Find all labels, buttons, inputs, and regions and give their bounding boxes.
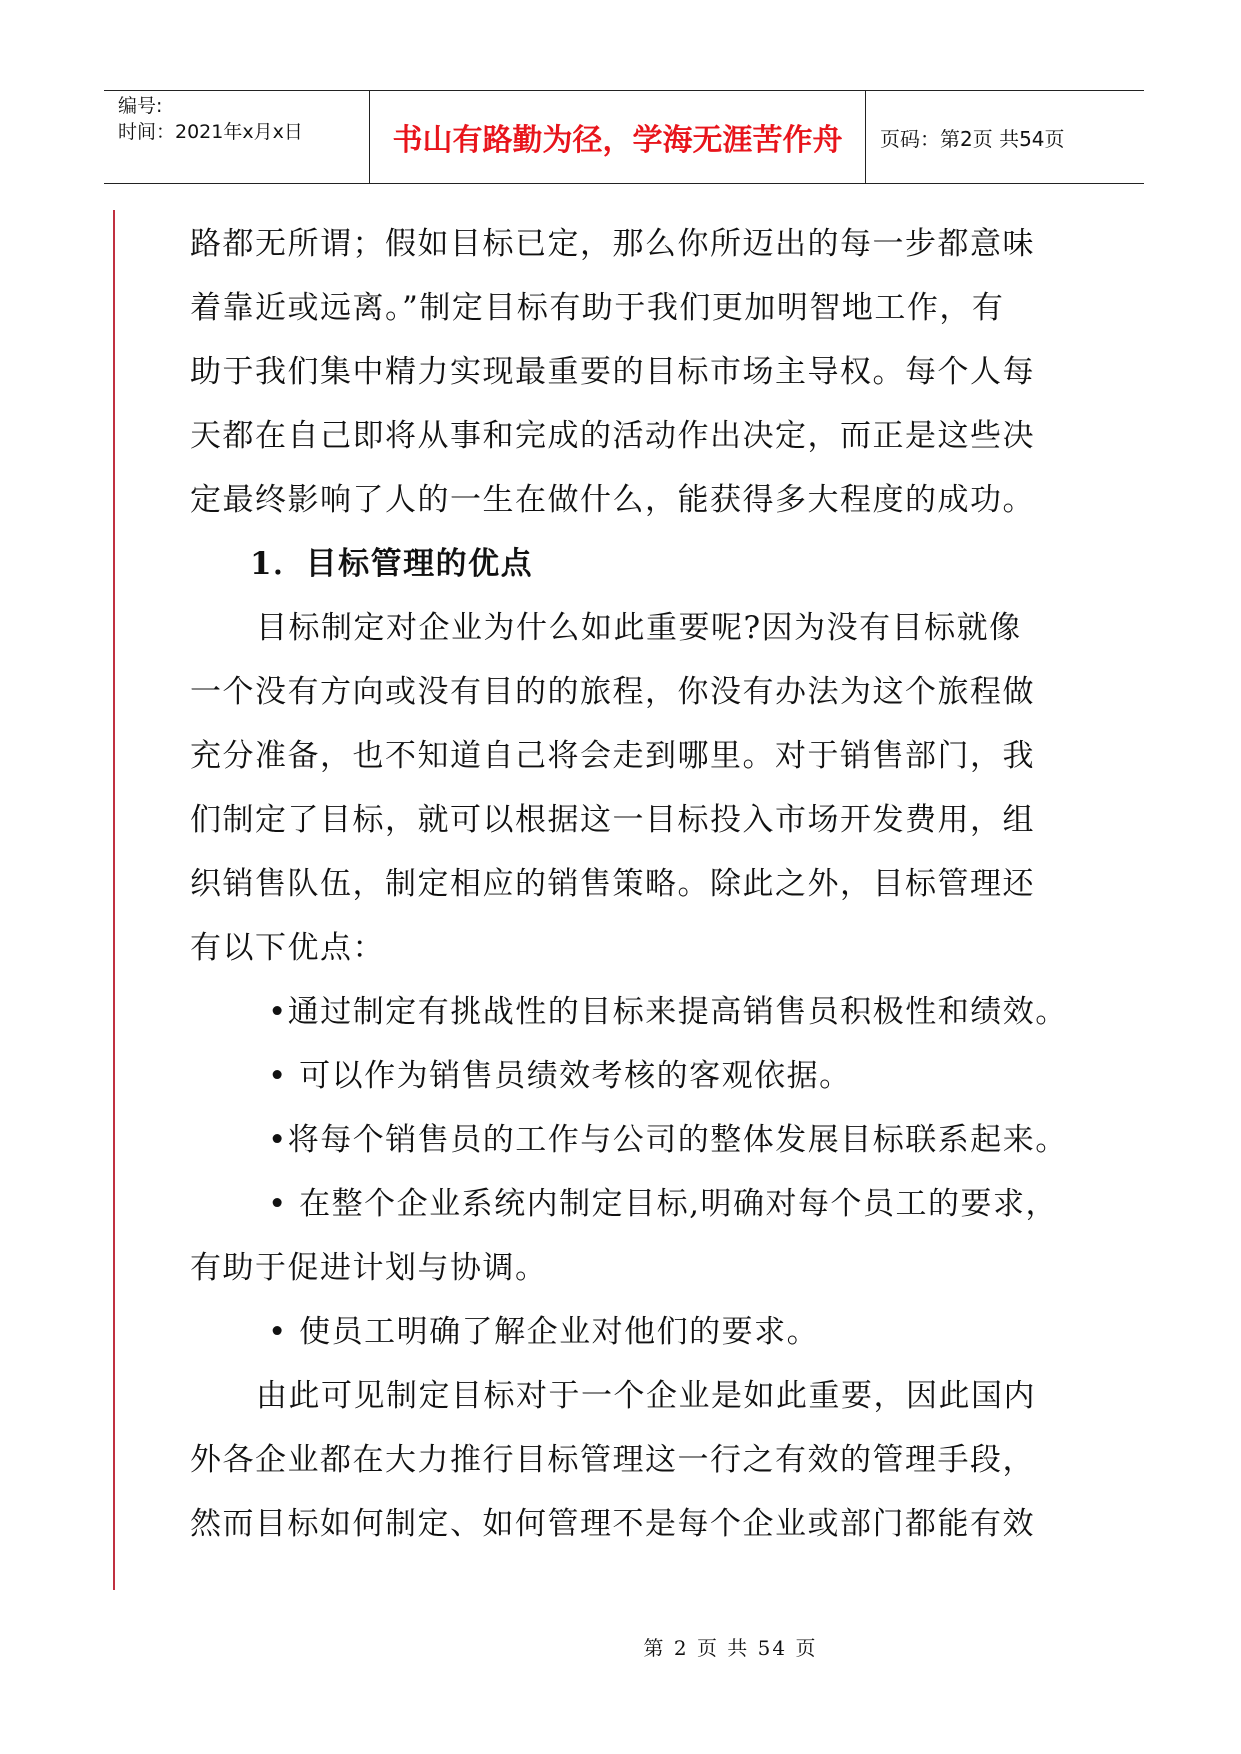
document-body (190, 212, 1080, 1556)
page-footer: 第 2 页 共 54 页 (643, 1636, 818, 1660)
document-time-label: 时间：2021年x月x日 (118, 121, 303, 143)
bullet-line: • 使员工明确了解企业对他们的要求。 (268, 1314, 820, 1350)
paragraph-line: 目标制定对企业为什么如此重要呢?因为没有目标就像 (256, 610, 1022, 646)
margin-rule (113, 210, 115, 1590)
paragraph-line: 充分准备，也不知道自己将会走到哪里。对于销售部门，我 (190, 738, 1035, 774)
paragraph-line: 定最终影响了人的一生在做什么，能获得多大程度的成功。 (190, 482, 1035, 518)
bullet-line: •通过制定有挑战性的目标来提高销售员积极性和绩效。 (268, 994, 1068, 1030)
header-info-cell (104, 91, 370, 183)
paragraph-line: 路都无所谓；假如目标已定，那么你所迈出的每一步都意味 (190, 226, 1035, 262)
header-page-label: 页码：第2页 共54页 (880, 126, 1065, 151)
paragraph-line: 有以下优点： (190, 930, 385, 966)
paragraph-line: 助于我们集中精力实现最重要的目标市场主导权。每个人每 (190, 354, 1035, 390)
document-number-label: 编号: (118, 95, 163, 117)
section-heading: 1．目标管理的优点 (250, 546, 534, 582)
paragraph-line: 们制定了目标，就可以根据这一目标投入市场开发费用，组 (190, 802, 1035, 838)
paragraph-line: 外各企业都在大力推行目标管理这一行之有效的管理手段， (190, 1442, 1035, 1478)
paragraph-line: 然而目标如何制定、如何管理不是每个企业或部门都能有效 (190, 1506, 1035, 1542)
paragraph-line: 由此可见制定目标对于一个企业是如此重要，因此国内 (256, 1378, 1036, 1414)
paragraph-line: 天都在自己即将从事和完成的活动作出决定，而正是这些决 (190, 418, 1035, 454)
page-header (104, 90, 1144, 184)
bullet-line: • 在整个企业系统内制定目标,明确对每个员工的要求， (268, 1186, 1058, 1222)
bullet-line: • 可以作为销售员绩效考核的客观依据。 (268, 1058, 852, 1094)
paragraph-line: 有助于促进计划与协调。 (190, 1250, 548, 1286)
bullet-line: •将每个销售员的工作与公司的整体发展目标联系起来。 (268, 1122, 1068, 1158)
paragraph-line: 一个没有方向或没有目的的旅程，你没有办法为这个旅程做 (190, 674, 1035, 710)
paragraph-line: 着靠近或远离。”制定目标有助于我们更加明智地工作，有 (190, 290, 1005, 326)
paragraph-line: 织销售队伍，制定相应的销售策略。除此之外，目标管理还 (190, 866, 1035, 902)
header-motto: 书山有路勤为径，学海无涯苦作舟 (370, 91, 866, 183)
